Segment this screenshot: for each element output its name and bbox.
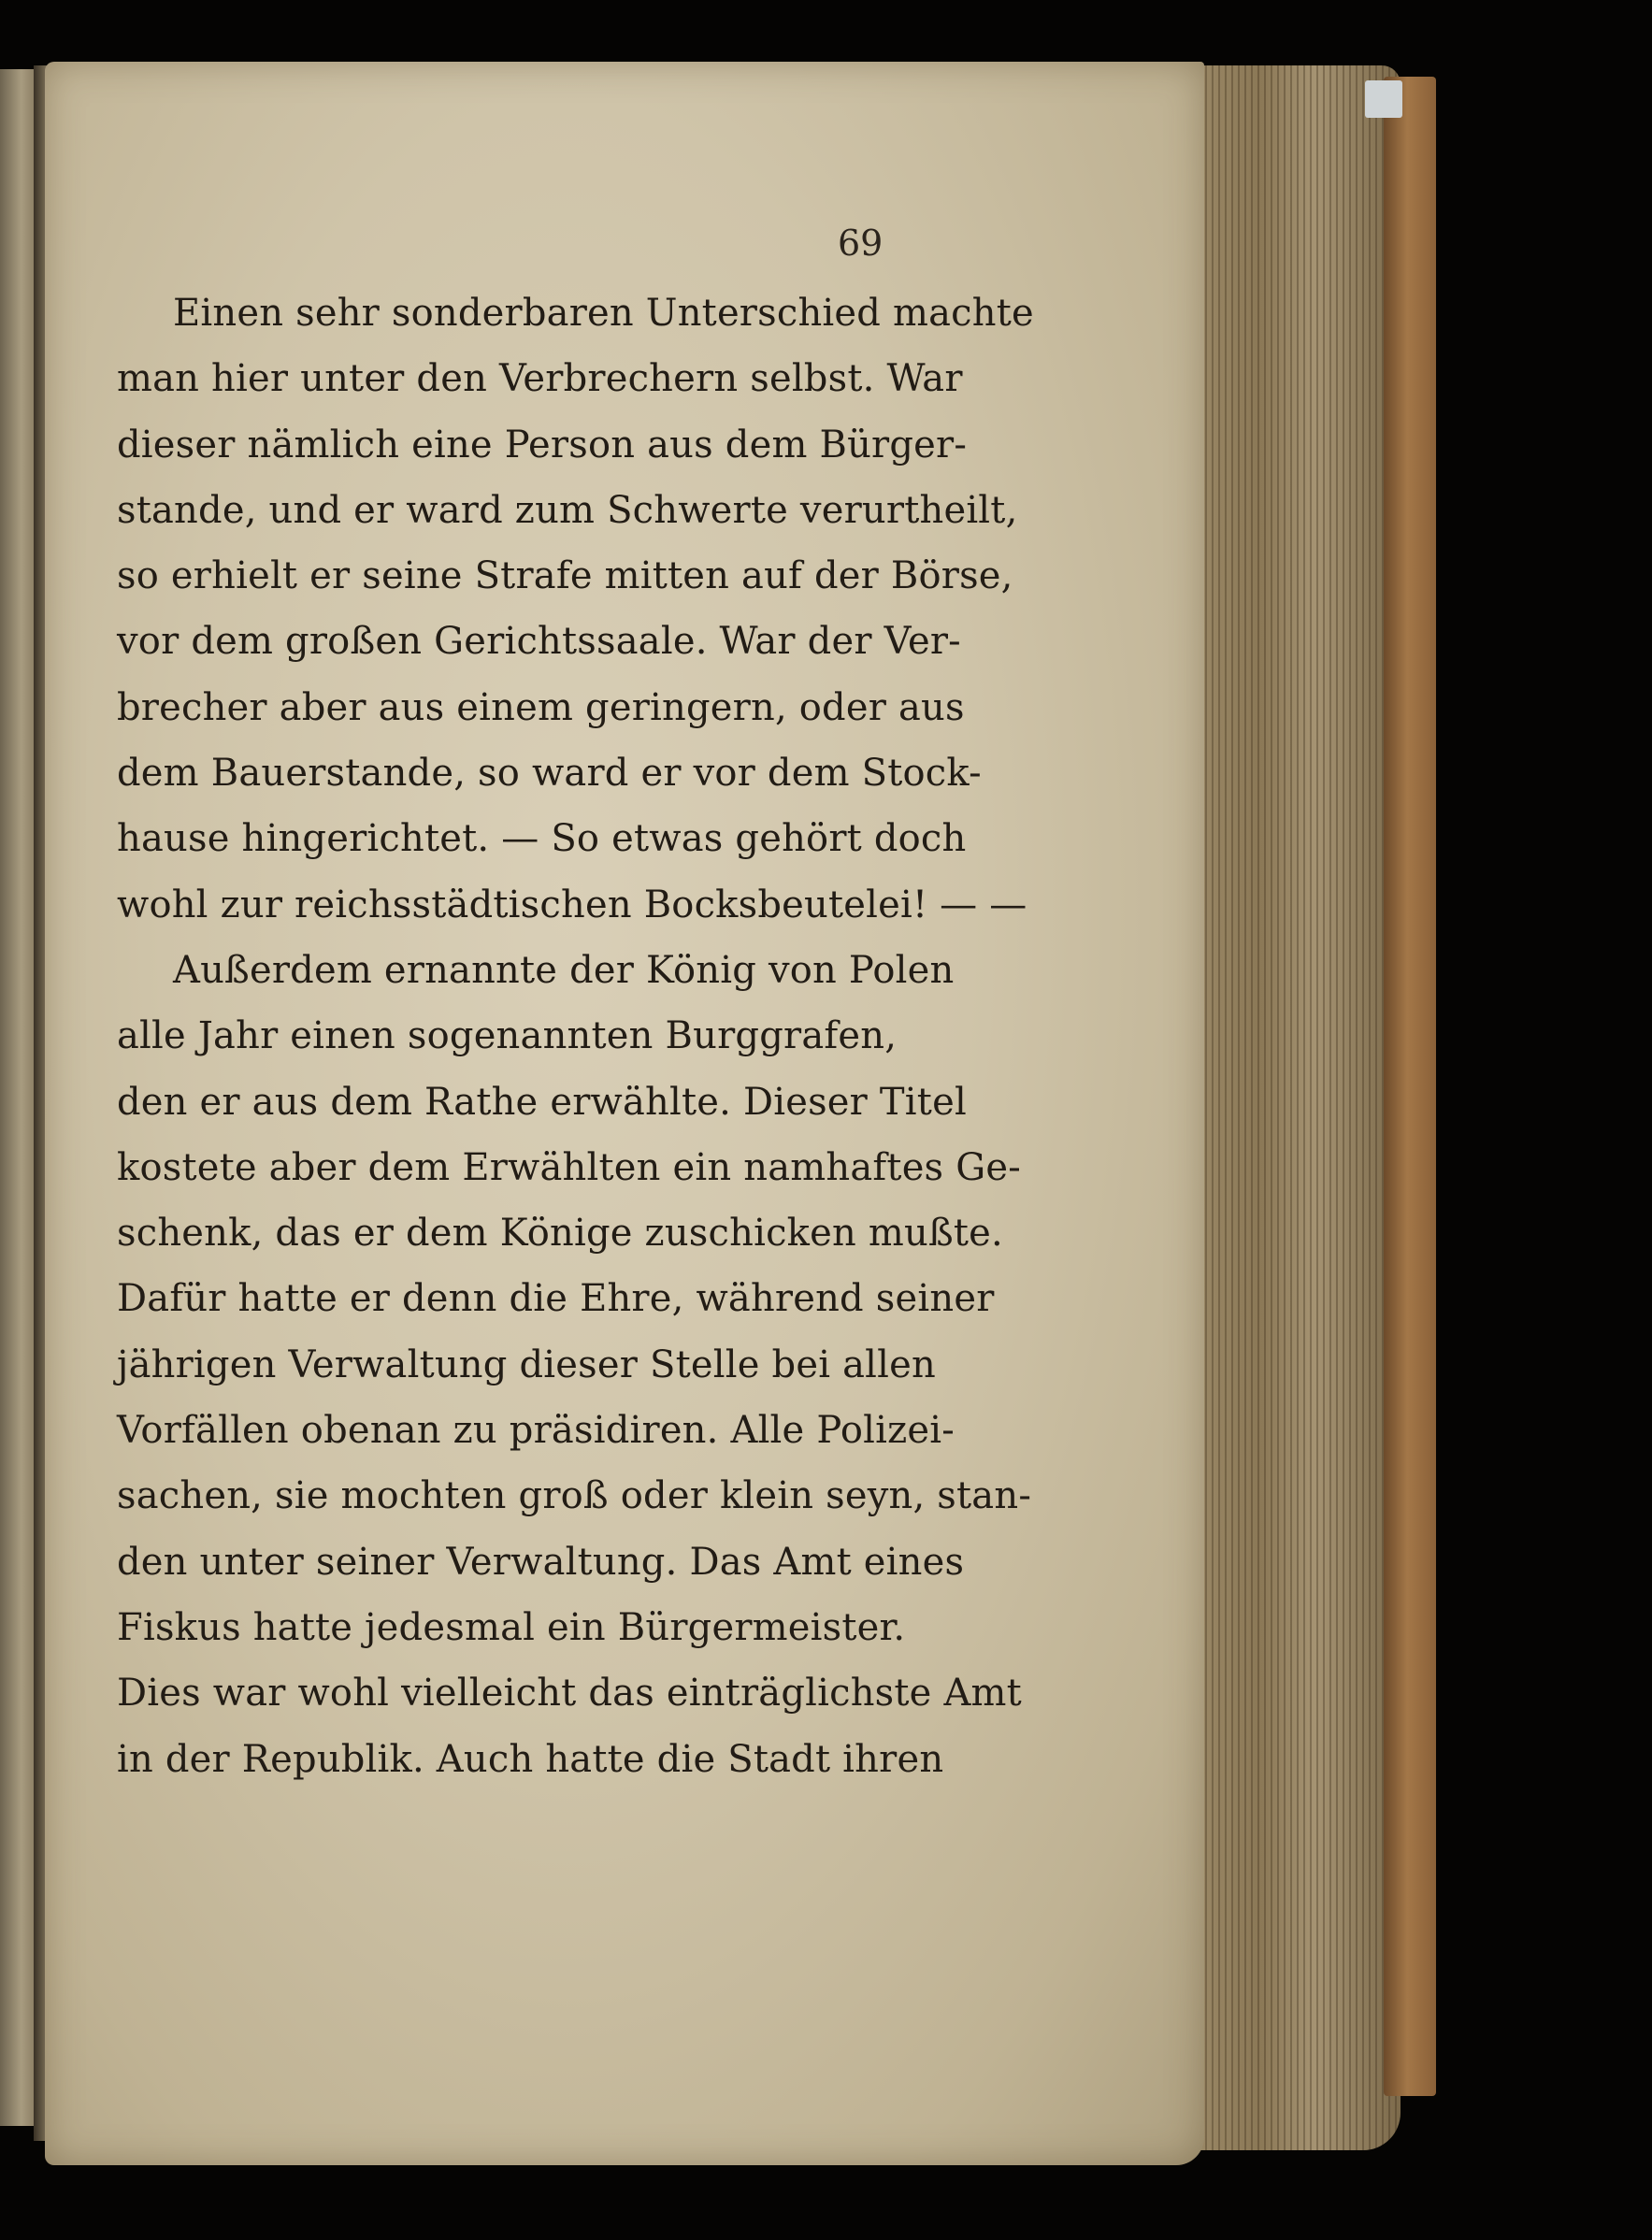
text-line: Einen sehr sonderbaren Unterschied machte [173,292,1034,335]
text-line: jährigen Verwaltung dieser Stelle bei allen [117,1343,936,1386]
text-line: stande, und er ward zum Schwerte verurtheilt, [117,488,1018,532]
text-line: dieser nämlich eine Person aus dem Bürger- [117,423,968,467]
text-line: sachen, sie mochten groß oder klein seyn, stan- [117,1474,1032,1518]
text-line: Dafür hatte er denn die Ehre, während seiner [117,1277,995,1321]
cover-corner [1365,80,1402,118]
text-line: schenk, das er dem Könige zuschicken mußte. [117,1212,1003,1256]
page-number: 69 [838,223,883,264]
text-line: brecher aber aus einem geringern, oder aus [117,685,965,729]
text-line: dem Bauerstande, so ward er vor dem Stock- [117,752,982,796]
previous-page-edge [0,69,36,2126]
text-line: Fiskus hatte jedesmal ein Bürgermeister. [117,1605,906,1649]
text-line: so erhielt er seine Strafe mitten auf der Börse, [117,554,1013,598]
text-line: man hier unter den Verbrechern selbst. War [117,357,963,401]
text-line: alle Jahr einen sogenannten Burggrafen, [117,1014,898,1058]
text-line: vor dem großen Gerichtssaale. War der Ver- [117,620,961,664]
text-line: Dies war wohl vielleicht das einträglichste Amt [117,1672,1022,1716]
text-line: den er aus dem Rathe erwählte. Dieser Titel [117,1080,967,1124]
text-line: kostete aber dem Erwählten ein namhaftes Ge- [117,1145,1021,1189]
page-text [117,280,1034,1792]
text-line: Vorfällen obenan zu präsidiren. Alle Polizei- [117,1409,955,1453]
text-line: in der Republik. Auch hatte die Stadt ihren [117,1737,944,1781]
text-line: den unter seiner Verwaltung. Das Amt eines [117,1540,965,1584]
text-line: wohl zur reichsstädtischen Bocksbeutelei! — — [117,883,1027,926]
book-cover-edge [1384,77,1436,2096]
text-line: hause hingerichtet. — So etwas gehört doch [117,817,967,861]
page-fore-edge [1185,65,1401,2150]
text-line: Außerdem ernannte der König von Polen [173,948,955,992]
